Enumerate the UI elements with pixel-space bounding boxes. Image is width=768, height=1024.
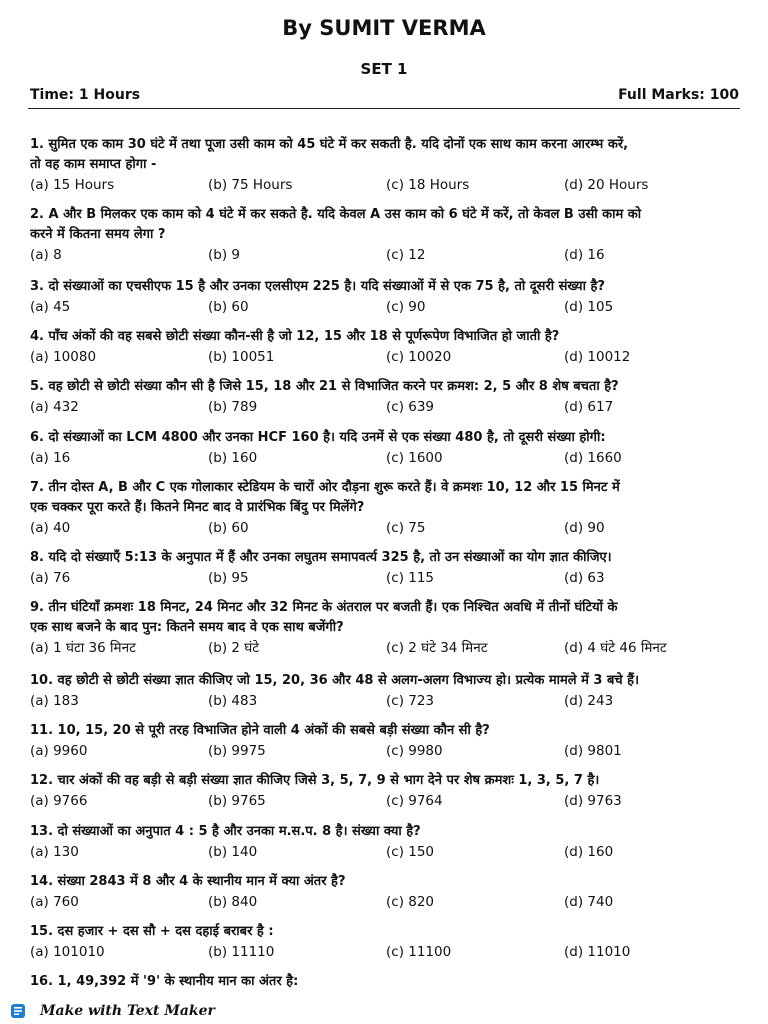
option-b: (b) 2 घंटे <box>208 640 260 656</box>
options-row <box>30 518 744 538</box>
question-text: 13. दो संख्याओं का अनुपात 4 : 5 है और उनका म.स.प. 8 है। संख्या क्या है? <box>30 824 421 839</box>
option-b: (b) 840 <box>208 894 258 910</box>
question-16 <box>30 972 744 992</box>
question-text: 2. A और B मिलकर एक काम को 4 घंटे में कर सकते है. यदि केवल A उस काम को 6 घंटे में करें, तो केवल B उसी काम को <box>30 207 642 222</box>
options-row <box>30 347 744 367</box>
option-c: (c) 18 Hours <box>386 177 470 193</box>
option-c: (c) 10020 <box>386 349 452 365</box>
options-row <box>30 842 744 862</box>
option-b: (b) 10051 <box>208 349 275 365</box>
watermark-text: Make with Text Maker <box>40 1003 215 1019</box>
option-c: (c) 11100 <box>386 944 452 960</box>
options-row <box>30 568 744 588</box>
option-c: (c) 115 <box>386 570 435 586</box>
option-b: (b) 60 <box>208 299 249 315</box>
question-7 <box>30 478 744 538</box>
options-row <box>30 638 744 658</box>
option-a: (a) 15 Hours <box>30 177 115 193</box>
option-b: (b) 60 <box>208 520 249 536</box>
option-c: (c) 12 <box>386 247 426 263</box>
question-2 <box>30 205 744 265</box>
options-row <box>30 741 744 761</box>
option-c: (c) 639 <box>386 399 435 415</box>
option-a: (a) 130 <box>30 844 79 860</box>
question-5 <box>30 377 744 417</box>
question-11 <box>30 721 744 761</box>
option-b: (b) 483 <box>208 693 258 709</box>
question-13 <box>30 822 744 862</box>
option-d: (d) 9801 <box>564 743 622 759</box>
text-maker-logo-icon <box>10 1003 26 1019</box>
option-a: (a) 760 <box>30 894 79 910</box>
option-c: (c) 9980 <box>386 743 443 759</box>
option-c: (c) 90 <box>386 299 426 315</box>
option-a: (a) 76 <box>30 570 71 586</box>
option-d: (d) 740 <box>564 894 614 910</box>
watermark-footer <box>10 1000 215 1022</box>
option-d: (d) 10012 <box>564 349 631 365</box>
question-12 <box>30 771 744 811</box>
options-row <box>30 892 744 912</box>
option-d: (d) 617 <box>564 399 614 415</box>
option-b: (b) 95 <box>208 570 249 586</box>
option-b: (b) 789 <box>208 399 258 415</box>
option-d: (d) 1660 <box>564 450 622 466</box>
option-a: (a) 40 <box>30 520 71 536</box>
option-d: (d) 20 Hours <box>564 177 649 193</box>
option-b: (b) 9 <box>208 247 240 263</box>
question-text: 12. चार अंकों की वह बड़ी से बड़ी संख्या ज्ञात कीजिए जिसे 3, 5, 7, 9 से भाग देने पर शेष क्रमशः 1, 3, 5, 7 है। <box>30 773 600 788</box>
option-a: (a) 183 <box>30 693 79 709</box>
question-text: एक साथ बजने के बाद पुन: कितने समय बाद वे एक साथ बजेंगी? <box>30 620 344 635</box>
options-row <box>30 297 744 317</box>
option-c: (c) 75 <box>386 520 426 536</box>
option-d: (d) 90 <box>564 520 605 536</box>
option-d: (d) 9763 <box>564 793 622 809</box>
question-text: 9. तीन घंटियाँ क्रमशः 18 मिनट, 24 मिनट और 32 मिनट के अंतराल पर बजती हैं। एक निश्चित अवधि में तीनों घंटियों के <box>30 600 618 615</box>
time-label: Time: 1 Hours <box>30 87 141 103</box>
header-divider <box>28 108 740 109</box>
question-text: 4. पाँच अंकों की वह सबसे छोटी संख्या कौन-सी है जो 12, 15 और 18 से पूर्णरूपेण विभाजित हो जाती है? <box>30 329 560 344</box>
options-row <box>30 942 744 962</box>
option-d: (d) 243 <box>564 693 614 709</box>
option-c: (c) 1600 <box>386 450 443 466</box>
question-text: 5. वह छोटी से छोटी संख्या कौन सी है जिसे 15, 18 और 21 से विभाजित करने पर क्रमश: 2, 5 और 8 शेष बचता है? <box>30 379 619 394</box>
question-text: करने में कितना समय लेगा ? <box>30 227 166 242</box>
question-text: 15. दस हजार + दस सौ + दस दहाई बराबर है : <box>30 924 274 939</box>
option-c: (c) 820 <box>386 894 435 910</box>
author-heading: By SUMIT VERMA <box>282 16 486 40</box>
question-text: 1. सुमित एक काम 30 घंटे में तथा पूजा उसी काम को 45 घंटे में कर सकती है. यदि दोनों एक साथ काम करना आरम्भ करें, <box>30 137 629 152</box>
option-a: (a) 45 <box>30 299 71 315</box>
question-6 <box>30 428 744 468</box>
question-10 <box>30 671 744 711</box>
question-15 <box>30 922 744 962</box>
option-c: (c) 9764 <box>386 793 443 809</box>
option-c: (c) 150 <box>386 844 435 860</box>
option-a: (a) 1 घंटा 36 मिनट <box>30 640 136 656</box>
option-a: (a) 10080 <box>30 349 97 365</box>
option-d: (d) 4 घंटे 46 मिनट <box>564 640 667 656</box>
question-text: 6. दो संख्याओं का LCM 4800 और उनका HCF 160 है। यदि उनमें से एक संख्या 480 है, तो दूसरी संख्या होगी: <box>30 430 606 445</box>
set-title: SET 1 <box>360 60 408 78</box>
option-a: (a) 9766 <box>30 793 88 809</box>
option-d: (d) 63 <box>564 570 605 586</box>
options-row <box>30 397 744 417</box>
question-3 <box>30 277 744 317</box>
option-a: (a) 101010 <box>30 944 105 960</box>
option-d: (d) 11010 <box>564 944 631 960</box>
option-b: (b) 75 Hours <box>208 177 293 193</box>
question-1 <box>30 135 744 195</box>
question-9 <box>30 598 744 658</box>
option-b: (b) 140 <box>208 844 258 860</box>
option-b: (b) 9975 <box>208 743 266 759</box>
option-d: (d) 105 <box>564 299 614 315</box>
question-text: एक चक्कर पूरा करते हैं। कितने मिनट बाद वे प्रारंभिक बिंदु पर मिलेंगे? <box>30 500 365 515</box>
question-text: 7. तीन दोस्त A, B और C एक गोलाकार स्टेडियम के चारों ओर दौड़ना शुरू करते हैं। वे क्रमशः 10, 12 और 15 मिनट में <box>30 480 620 495</box>
question-text: 16. 1, 49,392 में '9' के स्थानीय मान का अंतर है: <box>30 974 299 989</box>
option-c: (c) 723 <box>386 693 435 709</box>
option-a: (a) 8 <box>30 247 62 263</box>
question-text: 10. वह छोटी से छोटी संख्या ज्ञात कीजिए जो 15, 20, 36 और 48 से अलग-अलग विभाज्य हो। प्रत्येक मामले में 3 बचे हैं। <box>30 673 640 688</box>
option-c: (c) 2 घंटे 34 मिनट <box>386 640 488 656</box>
question-text: 11. 10, 15, 20 से पूरी तरह विभाजित होने वाली 4 अंकों की सबसे बड़ी संख्या कौन सी है? <box>30 723 490 738</box>
options-row <box>30 691 744 711</box>
question-8 <box>30 548 744 588</box>
option-d: (d) 160 <box>564 844 614 860</box>
option-b: (b) 9765 <box>208 793 266 809</box>
option-a: (a) 16 <box>30 450 71 466</box>
question-text: 3. दो संख्याओं का एचसीएफ 15 है और उनका एलसीएम 225 है। यदि संख्याओं में से एक 75 है, तो दूसरी संख्या है? <box>30 279 605 294</box>
option-a: (a) 9960 <box>30 743 88 759</box>
option-d: (d) 16 <box>564 247 605 263</box>
options-row <box>30 791 744 811</box>
options-row <box>30 245 744 265</box>
option-b: (b) 160 <box>208 450 258 466</box>
question-text: तो वह काम समाप्त होगा - <box>30 157 157 172</box>
option-a: (a) 432 <box>30 399 79 415</box>
question-14 <box>30 872 744 912</box>
options-row <box>30 175 744 195</box>
option-b: (b) 11110 <box>208 944 275 960</box>
question-text: 8. यदि दो संख्याएँ 5:13 के अनुपात में हैं और उनका लघुतम समापवर्त्य 325 है, तो उन संख्याओं का योग ज्ञात कीजिए। <box>30 550 612 565</box>
question-text: 14. संख्या 2843 में 8 और 4 के स्थानीय मान में क्या अंतर है? <box>30 874 346 889</box>
question-4 <box>30 327 744 367</box>
full-marks-label: Full Marks: 100 <box>618 87 739 103</box>
options-row <box>30 448 744 468</box>
